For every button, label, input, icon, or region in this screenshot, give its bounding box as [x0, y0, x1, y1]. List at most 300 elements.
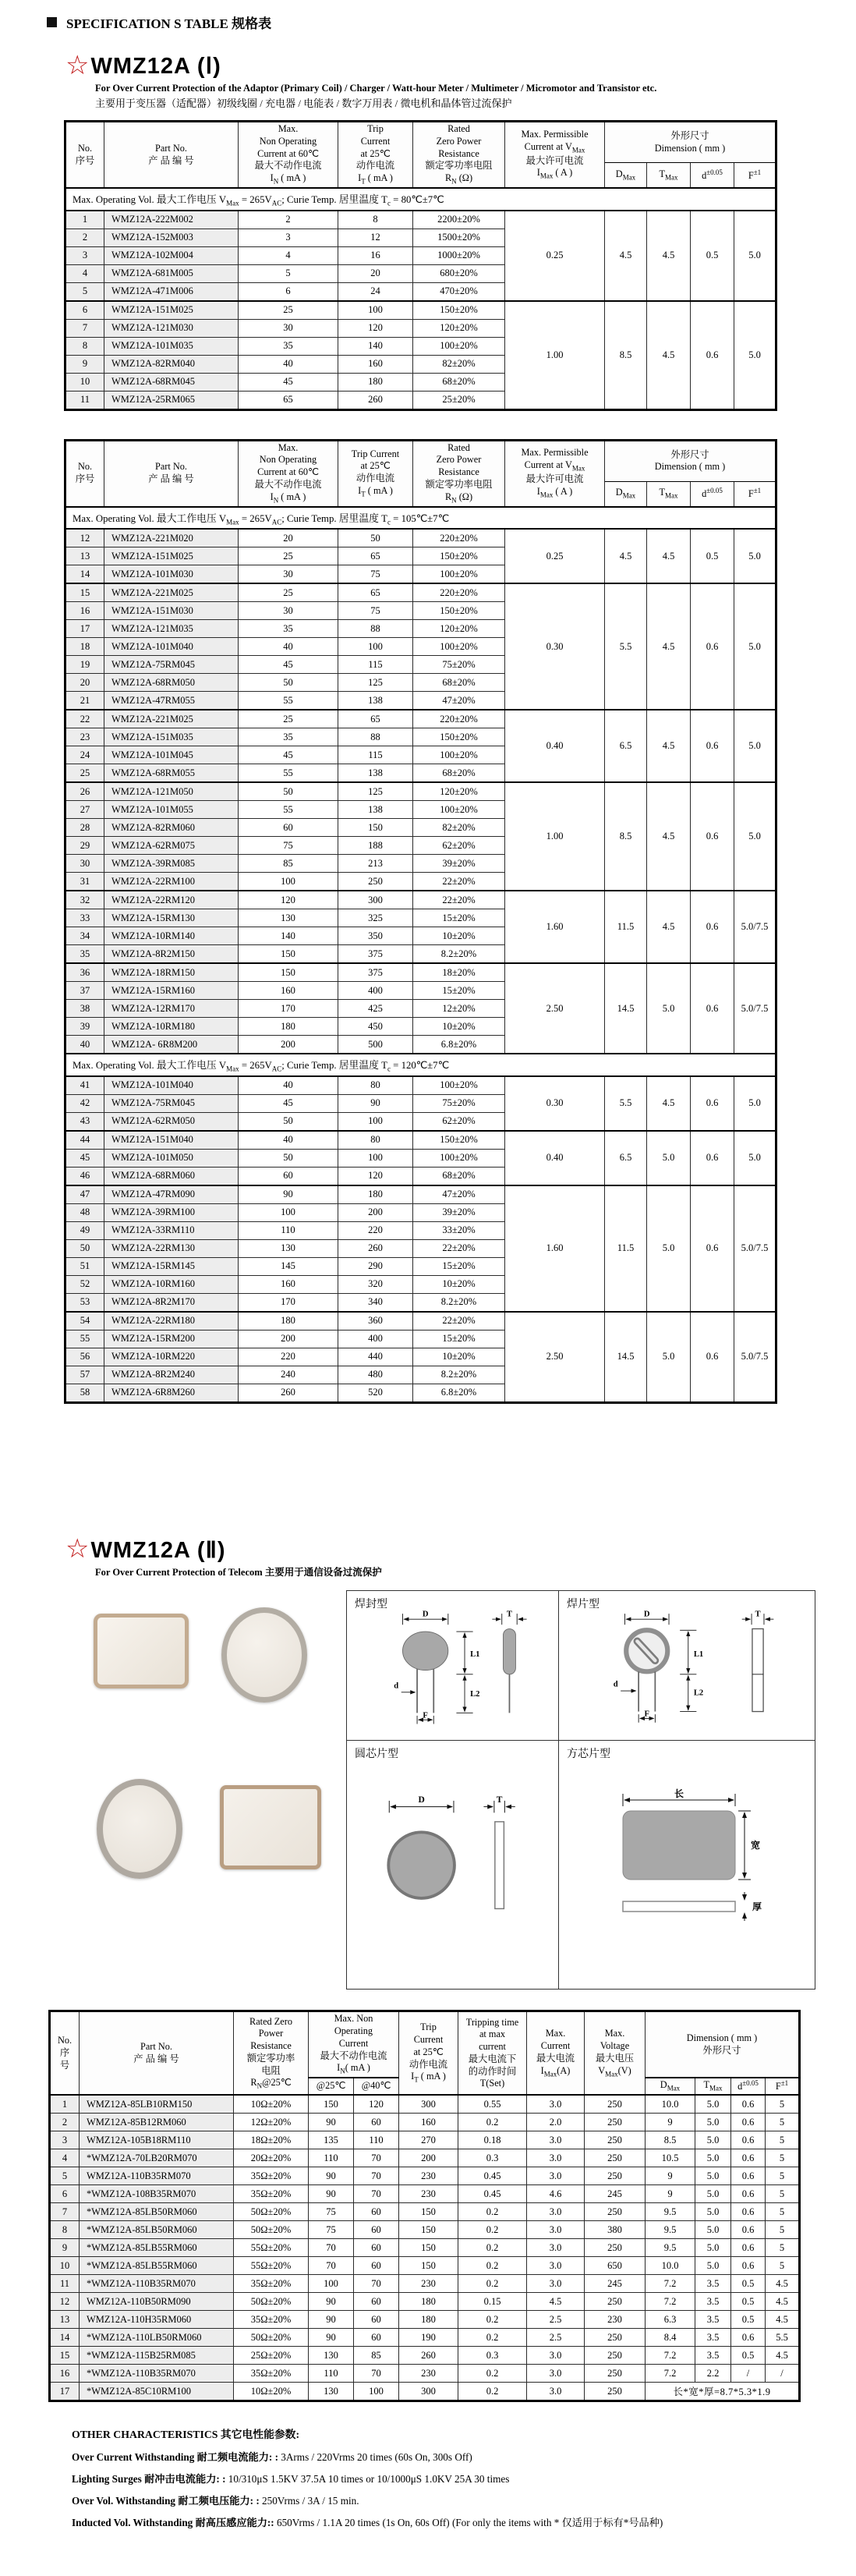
column-header: $F^{\pm 1}$ — [766, 2078, 800, 2095]
table-cell: 90 — [338, 1094, 413, 1112]
table-cell: 35Ω±20% — [234, 2167, 309, 2185]
table-cell: WMZ12A-22RM180 — [104, 1312, 239, 1331]
table-cell: 6.5 — [605, 710, 647, 782]
table-row — [50, 2203, 800, 2221]
svg-text:d: d — [613, 1681, 618, 1690]
table-cell: *WMZ12A-110LB50RM060 — [80, 2329, 234, 2347]
table-cell: WMZ12A-121M030 — [104, 319, 239, 337]
table-cell: 150 — [399, 2203, 458, 2221]
table-cell: Max. Operating Vol. 最大工作电压 $V_{Max} = 265V_{AC}$; Curie Temp. 居里温度 $T_c$ = 80℃±7℃ — [65, 188, 776, 211]
table-cell: 1000±20% — [413, 246, 505, 264]
table-cell: 50 — [65, 1239, 104, 1257]
table-cell: 160 — [399, 2114, 458, 2131]
table-cell: 70 — [354, 2185, 399, 2203]
table-cell: 260 — [338, 391, 413, 409]
table-cell: 40 — [65, 1036, 104, 1054]
table-cell: 230 — [399, 2365, 458, 2383]
table-cell: 3 — [239, 229, 338, 246]
series-1-heading — [65, 52, 812, 80]
table-cell: 125 — [338, 674, 413, 692]
table-cell: 350 — [338, 927, 413, 945]
other-characteristics-title: OTHER CHARACTERISTICS 其它电性能参数: — [72, 2429, 300, 2441]
table-cell: 10Ω±20% — [234, 2383, 309, 2401]
table-cell: WMZ12A-152M003 — [104, 229, 239, 246]
table-cell: 115 — [338, 656, 413, 674]
table-cell: 50Ω±20% — [234, 2293, 309, 2311]
table-cell: 190 — [399, 2329, 458, 2347]
table-cell: 5.0 — [695, 2167, 731, 2185]
table-cell: 24 — [65, 746, 104, 764]
table-cell: 5.0 — [647, 1312, 691, 1403]
table-cell: 0.5 — [731, 2275, 766, 2293]
table-cell: 270 — [399, 2131, 458, 2149]
column-header: $F^{\pm 1}$ — [734, 481, 776, 506]
table-cell: 41 — [65, 1076, 104, 1095]
dipped-type-panel — [347, 1591, 559, 1741]
table-row — [50, 2347, 800, 2365]
table-cell: 0.6 — [731, 2131, 766, 2149]
table-cell: 0.6 — [691, 1312, 734, 1403]
table-cell: 375 — [338, 963, 413, 982]
table-cell: 16 — [50, 2365, 80, 2383]
round-disc-photo — [97, 1779, 182, 1879]
table-cell: 250 — [338, 873, 413, 891]
table-cell: 0.2 — [458, 2275, 527, 2293]
table-cell: 90 — [309, 2167, 354, 2185]
table-cell: 0.3 — [458, 2149, 527, 2167]
table-cell: 10 — [65, 373, 104, 391]
table-cell: 0.5 — [691, 529, 734, 583]
table-cell: 5 — [766, 2149, 800, 2167]
table-cell: 65 — [338, 547, 413, 565]
column-header: 外形尺寸 Dimension ( mm ) — [605, 122, 776, 163]
round-chip-label: 圆芯片型 — [355, 1749, 398, 1761]
table-cell: 20Ω±20% — [234, 2149, 309, 2167]
column-header: $d^{\pm 0.05}$ — [691, 481, 734, 506]
column-header: 外形尺寸 Dimension ( mm ) — [605, 440, 776, 481]
table-cell: 5.0 — [695, 2239, 731, 2257]
table-cell: 37 — [65, 982, 104, 1000]
table-cell: 150±20% — [413, 1131, 505, 1150]
table-cell: 60 — [354, 2257, 399, 2275]
product-figures — [45, 1590, 812, 1990]
table-cell: 115 — [338, 746, 413, 764]
table-cell: 4.5 — [647, 710, 691, 782]
table-cell: 44 — [65, 1131, 104, 1150]
table-cell: 13 — [50, 2311, 80, 2329]
table-cell: 2.0 — [527, 2114, 585, 2131]
table-cell: WMZ12A-8R2M150 — [104, 945, 239, 964]
table-cell: 15±20% — [413, 1330, 505, 1348]
characteristic-label: Over Current Withstanding 耐工频电流能力: : — [72, 2451, 281, 2464]
table-cell: 0.6 — [691, 583, 734, 710]
table-cell: WMZ12A-18RM150 — [104, 963, 239, 982]
table-cell: WMZ12A-33RM110 — [104, 1221, 239, 1239]
table-cell: 0.18 — [458, 2131, 527, 2149]
table-cell: 8.2±20% — [413, 945, 505, 964]
table-cell: 250 — [585, 2114, 646, 2131]
table-cell: 150 — [239, 945, 338, 964]
table-cell: 0.6 — [691, 1076, 734, 1131]
table-cell: 160 — [239, 982, 338, 1000]
table-cell: 0.25 — [505, 529, 605, 583]
table-cell: 90 — [309, 2185, 354, 2203]
table-cell: 4.5 — [647, 891, 691, 963]
table-cell: 5.0 — [647, 1131, 691, 1185]
table-cell: 35Ω±20% — [234, 2365, 309, 2383]
table-cell: WMZ12A-151M040 — [104, 1131, 239, 1150]
table-cell: 4.5 — [647, 583, 691, 710]
table-cell: 5 — [766, 2167, 800, 2185]
table-cell: 5 — [766, 2203, 800, 2221]
svg-text:F: F — [422, 1711, 428, 1720]
table-cell: 4.5 — [766, 2293, 800, 2311]
table-cell: 9.5 — [646, 2203, 695, 2221]
table-cell: WMZ12A-15RM145 — [104, 1257, 239, 1275]
table-cell: 70 — [354, 2365, 399, 2383]
series-2-title: WMZ12A (Ⅱ) — [90, 1537, 226, 1563]
table-cell: 100 — [354, 2383, 399, 2401]
table-cell: 39±20% — [413, 1203, 505, 1221]
table-cell: WMZ12A-101M055 — [104, 801, 239, 819]
table-cell: 14 — [65, 565, 104, 584]
table-cell: WMZ12A-221M020 — [104, 529, 239, 547]
table-cell: 85 — [239, 855, 338, 873]
table-cell: 7.2 — [646, 2293, 695, 2311]
table-cell: 6.8±20% — [413, 1384, 505, 1402]
table-cell: 300 — [399, 2383, 458, 2401]
table-cell: 9 — [646, 2185, 695, 2203]
table-cell: 3.5 — [695, 2293, 731, 2311]
table-cell: 680±20% — [413, 264, 505, 282]
table-cell: 40 — [239, 1131, 338, 1150]
table-cell: 60 — [354, 2203, 399, 2221]
table-cell: 5 — [50, 2167, 80, 2185]
table-cell: 0.6 — [731, 2095, 766, 2114]
table-cell: 150±20% — [413, 301, 505, 320]
table-cell: 2.50 — [505, 1312, 605, 1403]
round-chip-panel — [347, 1741, 559, 1989]
table-cell: 32 — [65, 891, 104, 909]
column-header: $T_{Max}$ — [695, 2078, 731, 2095]
table-cell: 125 — [338, 782, 413, 801]
table-cell: 80 — [338, 1076, 413, 1095]
table-cell: WMZ12A-10RM160 — [104, 1275, 239, 1293]
table-cell: 35 — [239, 620, 338, 638]
table-row — [65, 529, 776, 547]
table-cell: 0.30 — [505, 583, 605, 710]
table-row — [65, 1185, 776, 1204]
table-cell: 120±20% — [413, 782, 505, 801]
table-cell: 360 — [338, 1312, 413, 1331]
table-cell: 6.3 — [646, 2311, 695, 2329]
table-row — [50, 2095, 800, 2114]
table-cell: WMZ12A-8R2M170 — [104, 1293, 239, 1312]
table-cell: 55 — [65, 1330, 104, 1348]
table-row — [65, 583, 776, 602]
table-cell: 长*宽*厚=8.7*5.3*1.9 — [646, 2383, 800, 2401]
svg-text:L2: L2 — [469, 1690, 479, 1699]
table-cell: 240 — [239, 1366, 338, 1384]
table-cell: 0.45 — [458, 2185, 527, 2203]
table-cell: 2.2 — [695, 2365, 731, 2383]
table-row — [50, 2257, 800, 2275]
table-cell: 2 — [65, 229, 104, 246]
table-cell: WMZ12A-121M035 — [104, 620, 239, 638]
table-cell: 0.6 — [691, 963, 734, 1054]
table-cell: 220 — [239, 1348, 338, 1366]
svg-text:D: D — [643, 1610, 650, 1620]
table-cell: 75 — [309, 2203, 354, 2221]
table-cell: 8.2±20% — [413, 1366, 505, 1384]
table-cell: 5 — [65, 282, 104, 301]
table-cell: 0.3 — [458, 2347, 527, 2365]
spec-table-1 — [64, 120, 777, 410]
table-cell: WMZ12A-101M030 — [104, 565, 239, 584]
table-cell: WMZ12A-6R8M260 — [104, 1384, 239, 1402]
table-cell: 0.6 — [731, 2185, 766, 2203]
table-row — [50, 2131, 800, 2149]
table-row — [50, 2365, 800, 2383]
table-cell: 250 — [585, 2167, 646, 2185]
table-cell: 138 — [338, 692, 413, 710]
table-cell: 54 — [65, 1312, 104, 1331]
star-icon: ☆ — [65, 51, 90, 80]
table-cell: WMZ12A-101M045 — [104, 746, 239, 764]
table-cell: WMZ12A-62RM050 — [104, 1112, 239, 1131]
table-cell: 5 — [766, 2114, 800, 2131]
table-cell: 3.5 — [695, 2275, 731, 2293]
table-cell: 100±20% — [413, 801, 505, 819]
table-cell: 180 — [399, 2293, 458, 2311]
table-cell: 100 — [239, 1203, 338, 1221]
table-cell: 230 — [399, 2167, 458, 2185]
table-cell: 0.6 — [691, 891, 734, 963]
table-cell: 1.00 — [505, 301, 605, 410]
table-cell: 220±20% — [413, 583, 505, 602]
table-cell: 10±20% — [413, 927, 505, 945]
table-row — [65, 891, 776, 909]
table-cell: 0.6 — [731, 2221, 766, 2239]
table-cell: 140 — [239, 927, 338, 945]
svg-text:D: D — [417, 1795, 425, 1805]
table-cell: 3.0 — [527, 2347, 585, 2365]
table-cell: 5 — [766, 2185, 800, 2203]
table-cell: 5.0 — [695, 2185, 731, 2203]
table-cell: *WMZ12A-85C10RM100 — [80, 2383, 234, 2401]
table-cell: WMZ12A-101M040 — [104, 638, 239, 656]
table-cell: 45 — [239, 746, 338, 764]
table-cell: 14.5 — [605, 1312, 647, 1403]
table-cell: WMZ12A-82RM040 — [104, 355, 239, 373]
table-cell: 250 — [585, 2203, 646, 2221]
table-cell: 0.2 — [458, 2221, 527, 2239]
table-cell: 5.0/7.5 — [734, 1312, 776, 1403]
column-header: $T_{Max}$ — [647, 481, 691, 506]
table-cell: WMZ12A-10RM220 — [104, 1348, 239, 1366]
table-cell: 375 — [338, 945, 413, 964]
table-cell: 4.5 — [647, 1076, 691, 1131]
table-cell: 55 — [239, 764, 338, 783]
table-cell: 68±20% — [413, 674, 505, 692]
table-cell: 90 — [309, 2311, 354, 2329]
table-cell: 250 — [585, 2329, 646, 2347]
table-cell: 3.0 — [527, 2131, 585, 2149]
column-header: Part No. 产 品 编 号 — [104, 122, 239, 188]
table-cell: 50 — [239, 1149, 338, 1167]
table-cell: 4.5 — [605, 211, 647, 301]
table-cell: 250 — [585, 2095, 646, 2114]
table-cell: 180 — [239, 1018, 338, 1036]
table-cell: WMZ12A-110B50RM090 — [80, 2293, 234, 2311]
table-cell: 150±20% — [413, 547, 505, 565]
table-cell: WMZ12A-151M030 — [104, 602, 239, 620]
table-cell: 45 — [239, 1094, 338, 1112]
column-header: Max. Non Operating Current at 60℃ 最大不动作电流 $I_N$ ( mA ) — [239, 122, 338, 188]
table-cell: / — [766, 2365, 800, 2383]
table-cell: 12Ω±20% — [234, 2114, 309, 2131]
table-cell: 0.6 — [691, 710, 734, 782]
table-cell: 26 — [65, 782, 104, 801]
table-cell: 145 — [239, 1257, 338, 1275]
table-cell: 2.50 — [505, 963, 605, 1054]
table-cell: 100 — [309, 2275, 354, 2293]
table-cell: 42 — [65, 1094, 104, 1112]
table-row — [50, 2185, 800, 2203]
table-cell: WMZ12A-22RM100 — [104, 873, 239, 891]
table-cell: WMZ12A-110H35RM060 — [80, 2311, 234, 2329]
table-cell: 150 — [399, 2257, 458, 2275]
table-cell: 1 — [65, 211, 104, 229]
table-cell: 12 — [338, 229, 413, 246]
table-cell: 70 — [354, 2275, 399, 2293]
table-cell: 170 — [239, 1000, 338, 1018]
table-cell: 50 — [239, 782, 338, 801]
table-cell: 11.5 — [605, 1185, 647, 1312]
table-cell: 3.0 — [527, 2203, 585, 2221]
table-cell: 180 — [399, 2311, 458, 2329]
table-cell: 0.6 — [731, 2257, 766, 2275]
table-cell: WMZ12A-68RM060 — [104, 1167, 239, 1185]
table-cell: 65 — [338, 710, 413, 728]
table-cell: 10.0 — [646, 2095, 695, 2114]
table-cell: 8.2±20% — [413, 1293, 505, 1312]
table-cell: 400 — [338, 1330, 413, 1348]
table-cell: 16 — [338, 246, 413, 264]
document-title — [47, 12, 812, 32]
table-cell: 120 — [239, 891, 338, 909]
table-row — [50, 2221, 800, 2239]
table-cell: 75±20% — [413, 1094, 505, 1112]
table-cell: 100±20% — [413, 1076, 505, 1095]
table-cell: 56 — [65, 1348, 104, 1366]
table-cell: Max. Operating Vol. 最大工作电压 $V_{Max} = 265V_{AC}$; Curie Temp. 居里温度 $T_c$ = 105℃±7℃ — [65, 507, 776, 530]
dipped-type-diagram — [353, 1608, 553, 1727]
table-cell: 22±20% — [413, 1312, 505, 1331]
table-cell: 110 — [309, 2149, 354, 2167]
table-cell: WMZ12A-15RM160 — [104, 982, 239, 1000]
table-cell: 3 — [50, 2131, 80, 2149]
table-cell: 30 — [239, 565, 338, 584]
table-row — [65, 782, 776, 801]
svg-text:L1: L1 — [693, 1650, 704, 1660]
table-cell: 5 — [766, 2257, 800, 2275]
square-chip-panel — [559, 1741, 815, 1989]
table-cell: 2.5 — [527, 2311, 585, 2329]
table-cell: 6.8±20% — [413, 1036, 505, 1054]
table-cell: 650 — [585, 2257, 646, 2275]
table-cell: 120 — [354, 2095, 399, 2114]
table-cell: WMZ12A-47RM090 — [104, 1185, 239, 1204]
table-cell: 8.4 — [646, 2329, 695, 2347]
table-cell: 130 — [309, 2347, 354, 2365]
table-cell: WMZ12A-68RM055 — [104, 764, 239, 783]
table-cell: WMZ12A-15RM130 — [104, 909, 239, 927]
table-cell: 180 — [338, 373, 413, 391]
table-cell: 220 — [338, 1221, 413, 1239]
table-cell: 75 — [309, 2221, 354, 2239]
table-cell: 200 — [399, 2149, 458, 2167]
table-cell: 0.2 — [458, 2239, 527, 2257]
table-cell: 68±20% — [413, 764, 505, 783]
black-square-icon — [47, 17, 57, 27]
table-cell: 22±20% — [413, 873, 505, 891]
table-cell: 4.5 — [766, 2275, 800, 2293]
table-cell: 5 — [766, 2131, 800, 2149]
table-cell: 70 — [309, 2257, 354, 2275]
table-cell: 3.0 — [527, 2149, 585, 2167]
table-cell: 9 — [646, 2167, 695, 2185]
table-cell: 60 — [354, 2221, 399, 2239]
table-cell: 325 — [338, 909, 413, 927]
table-cell: 3.0 — [527, 2239, 585, 2257]
table-cell: 45 — [239, 373, 338, 391]
table-cell: 25±20% — [413, 391, 505, 409]
table-cell: 7.2 — [646, 2365, 695, 2383]
table-cell: 250 — [585, 2293, 646, 2311]
table-cell: 0.2 — [458, 2311, 527, 2329]
table-cell: 90 — [239, 1185, 338, 1204]
table-cell: 110 — [354, 2131, 399, 2149]
series-1-title: WMZ12A (Ⅰ) — [90, 54, 221, 79]
column-header: $d^{\pm 0.05}$ — [691, 163, 734, 188]
table-cell: *WMZ12A-85LB55RM060 — [80, 2239, 234, 2257]
table-cell: 0.2 — [458, 2203, 527, 2221]
table-cell: 0.40 — [505, 710, 605, 782]
svg-text:长: 长 — [674, 1788, 684, 1800]
table-cell: 35Ω±20% — [234, 2185, 309, 2203]
table-cell: 53 — [65, 1293, 104, 1312]
table-cell: 250 — [585, 2383, 646, 2401]
table-cell: 82±20% — [413, 819, 505, 837]
product-photos — [45, 1590, 326, 1990]
table-cell: 50Ω±20% — [234, 2221, 309, 2239]
table-cell: 4.5 — [647, 301, 691, 410]
table-cell: 18Ω±20% — [234, 2131, 309, 2149]
table-cell: 290 — [338, 1257, 413, 1275]
table-cell: *WMZ12A-85LB50RM060 — [80, 2221, 234, 2239]
characteristic-label: Inducted Vol. Withstanding 耐高压感应能力:: — [72, 2517, 277, 2529]
column-header: Dimension ( mm ) 外形尺寸 — [646, 2011, 800, 2078]
table-cell: WMZ12A-47RM055 — [104, 692, 239, 710]
table-cell: 5.0 — [695, 2131, 731, 2149]
table-cell: 3.0 — [527, 2095, 585, 2114]
table-cell: 9.5 — [646, 2221, 695, 2239]
table-cell: 0.6 — [691, 782, 734, 891]
series-1-description-en: For Over Current Protection of the Adaptor (Primary Coil) / Charger / Watt-hour Meter / Multimeter / Micromotor and Transistor etc. — [95, 83, 657, 94]
table-cell: 0.5 — [731, 2293, 766, 2311]
table-cell: 40 — [239, 638, 338, 656]
